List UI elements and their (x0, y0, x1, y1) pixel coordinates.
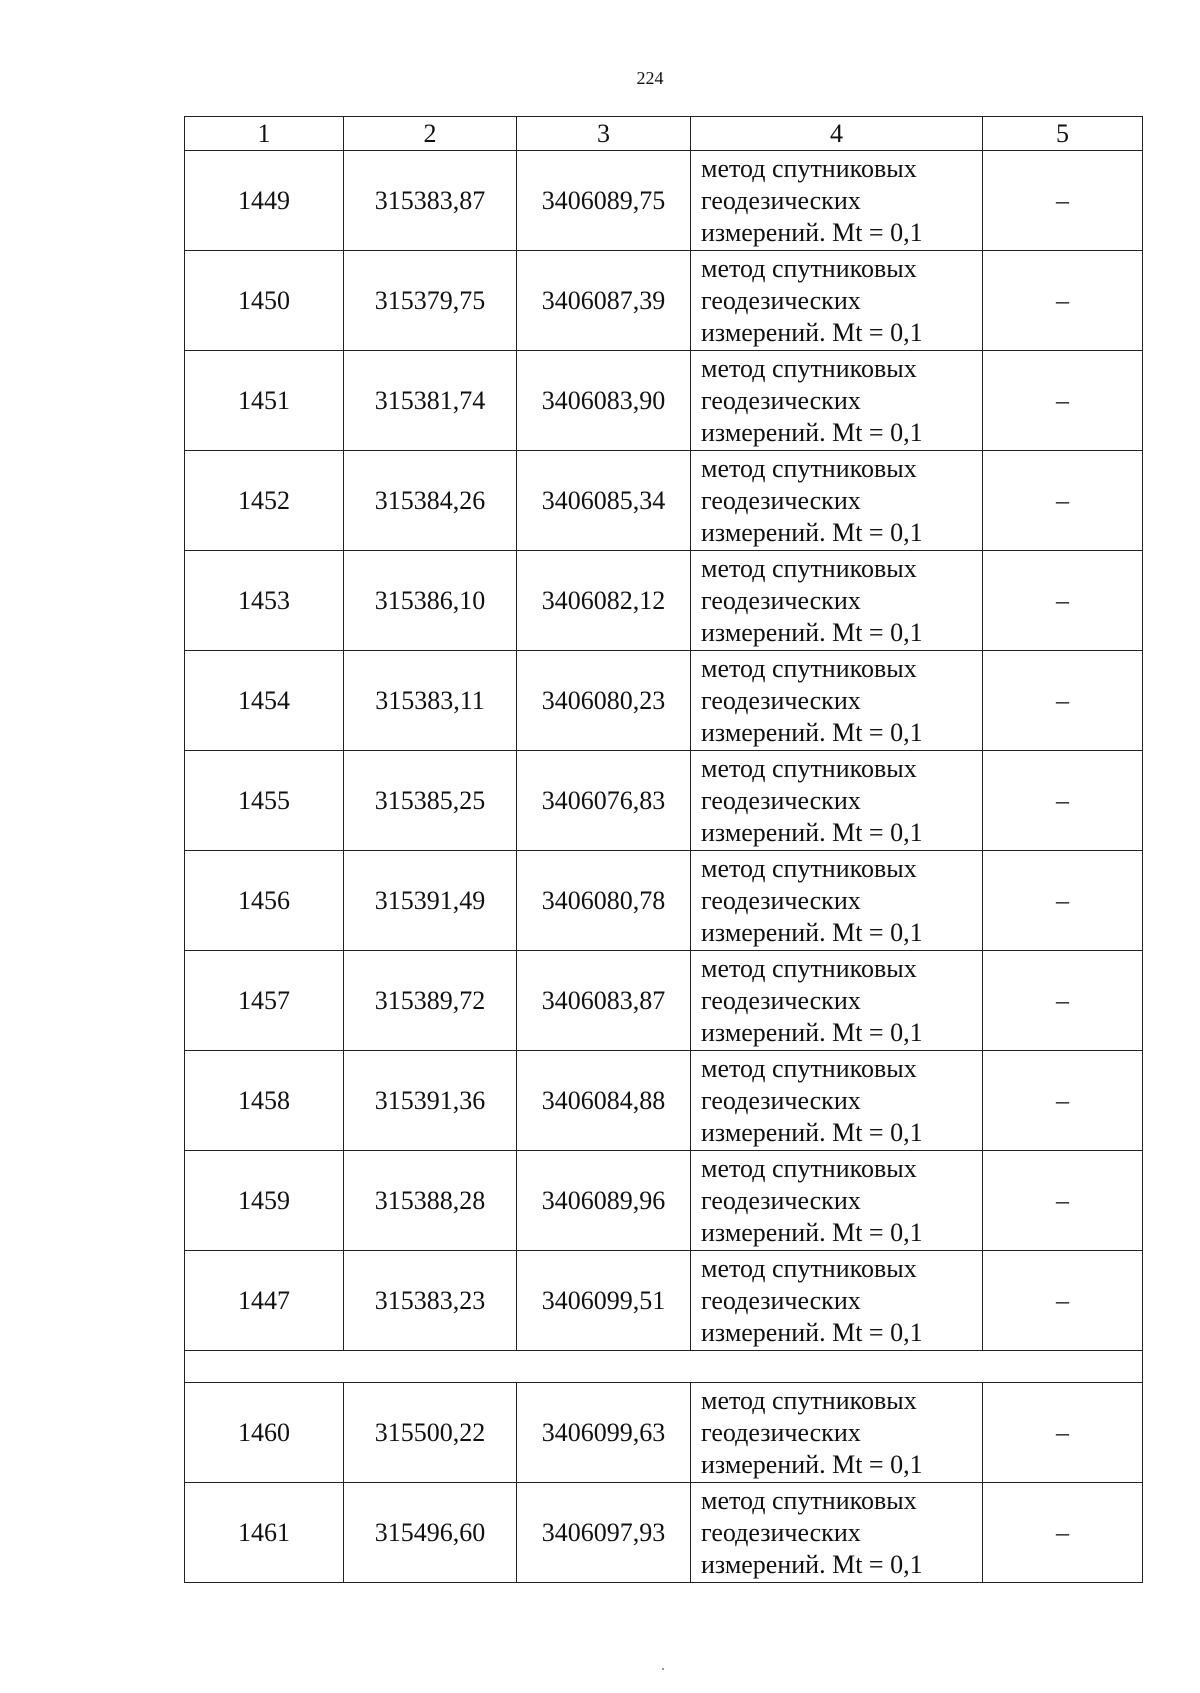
table-row (185, 551, 1143, 651)
table-row (185, 651, 1143, 751)
table-row (185, 351, 1143, 451)
note-cell: – (983, 1251, 1143, 1351)
x-coordinate-cell: 315500,22 (344, 1383, 517, 1483)
method-cell (691, 451, 983, 551)
method-line: метод спутниковых (701, 1253, 917, 1283)
y-coordinate-cell: 3406085,34 (517, 451, 691, 551)
method-line: геодезических (701, 485, 861, 515)
point-number-cell: 1459 (185, 1151, 344, 1251)
method-line: метод спутниковых (701, 1485, 917, 1515)
point-number-cell: 1460 (185, 1383, 344, 1483)
method-line: метод спутниковых (701, 153, 917, 183)
x-coordinate-cell: 315385,25 (344, 751, 517, 851)
point-number-cell: 1451 (185, 351, 344, 451)
x-coordinate-cell: 315379,75 (344, 251, 517, 351)
note-cell: – (983, 751, 1143, 851)
method-line: измерений. Mt = 0,1 (701, 1317, 923, 1347)
note-cell: – (983, 1151, 1143, 1251)
method-cell (691, 551, 983, 651)
method-line: измерений. Mt = 0,1 (701, 917, 923, 947)
table-row (185, 951, 1143, 1051)
column-header: 5 (983, 117, 1143, 151)
method-cell (691, 951, 983, 1051)
x-coordinate-cell: 315388,28 (344, 1151, 517, 1251)
x-coordinate-cell: 315383,11 (344, 651, 517, 751)
method-line: измерений. Mt = 0,1 (701, 1217, 923, 1247)
x-coordinate-cell: 315391,49 (344, 851, 517, 951)
x-coordinate-cell: 315389,72 (344, 951, 517, 1051)
note-cell: – (983, 651, 1143, 751)
note-cell: – (983, 1383, 1143, 1483)
point-number-cell: 1456 (185, 851, 344, 951)
method-cell (691, 851, 983, 951)
column-header: 1 (185, 117, 344, 151)
method-line: метод спутниковых (701, 253, 917, 283)
point-number-cell: 1447 (185, 1251, 344, 1351)
method-line: измерений. Mt = 0,1 (701, 1117, 923, 1147)
note-cell: – (983, 251, 1143, 351)
table-row (185, 1251, 1143, 1351)
method-line: геодезических (701, 1417, 861, 1447)
method-cell (691, 251, 983, 351)
header-row (185, 117, 1143, 151)
method-cell (691, 1051, 983, 1151)
method-line: измерений. Mt = 0,1 (701, 817, 923, 847)
method-line: измерений. Mt = 0,1 (701, 1449, 923, 1479)
scan-speck (662, 1668, 664, 1670)
point-number-cell: 1454 (185, 651, 344, 751)
method-line: метод спутниковых (701, 353, 917, 383)
table-row (185, 151, 1143, 251)
note-cell: – (983, 451, 1143, 551)
column-header: 3 (517, 117, 691, 151)
y-coordinate-cell: 3406099,63 (517, 1383, 691, 1483)
method-line: измерений. Mt = 0,1 (701, 417, 923, 447)
point-number-cell: 1457 (185, 951, 344, 1051)
method-line: измерений. Mt = 0,1 (701, 317, 923, 347)
y-coordinate-cell: 3406084,88 (517, 1051, 691, 1151)
method-cell (691, 151, 983, 251)
method-line: геодезических (701, 1517, 861, 1547)
method-line: геодезических (701, 285, 861, 315)
method-cell (691, 1383, 983, 1483)
y-coordinate-cell: 3406080,78 (517, 851, 691, 951)
note-cell: – (983, 951, 1143, 1051)
point-number-cell: 1449 (185, 151, 344, 251)
table-row (185, 851, 1143, 951)
note-cell: – (983, 551, 1143, 651)
method-line: геодезических (701, 585, 861, 615)
y-coordinate-cell: 3406099,51 (517, 1251, 691, 1351)
method-line: метод спутниковых (701, 1153, 917, 1183)
y-coordinate-cell: 3406080,23 (517, 651, 691, 751)
table-row (185, 251, 1143, 351)
method-cell (691, 1483, 983, 1583)
note-cell: – (983, 1483, 1143, 1583)
x-coordinate-cell: 315386,10 (344, 551, 517, 651)
x-coordinate-cell: 315391,36 (344, 1051, 517, 1151)
x-coordinate-cell: 315496,60 (344, 1483, 517, 1583)
method-line: метод спутниковых (701, 453, 917, 483)
coordinates-table (184, 116, 1143, 1583)
method-cell (691, 651, 983, 751)
table-row (185, 751, 1143, 851)
method-line: геодезических (701, 885, 861, 915)
point-number-cell: 1455 (185, 751, 344, 851)
method-line: геодезических (701, 1285, 861, 1315)
section-separator-row (185, 1351, 1143, 1383)
method-line: метод спутниковых (701, 853, 917, 883)
table-row (185, 1483, 1143, 1583)
x-coordinate-cell: 315381,74 (344, 351, 517, 451)
method-line: метод спутниковых (701, 653, 917, 683)
method-line: измерений. Mt = 0,1 (701, 1017, 923, 1047)
table-row (185, 1051, 1143, 1151)
method-line: измерений. Mt = 0,1 (701, 617, 923, 647)
y-coordinate-cell: 3406082,12 (517, 551, 691, 651)
table-row (185, 1383, 1143, 1483)
x-coordinate-cell: 315383,23 (344, 1251, 517, 1351)
method-cell (691, 351, 983, 451)
column-header: 4 (691, 117, 983, 151)
note-cell: – (983, 351, 1143, 451)
x-coordinate-cell: 315384,26 (344, 451, 517, 551)
method-cell (691, 1251, 983, 1351)
point-number-cell: 1458 (185, 1051, 344, 1151)
method-line: метод спутниковых (701, 1385, 917, 1415)
x-coordinate-cell: 315383,87 (344, 151, 517, 251)
y-coordinate-cell: 3406087,39 (517, 251, 691, 351)
note-cell: – (983, 851, 1143, 951)
method-line: измерений. Mt = 0,1 (701, 717, 923, 747)
table-row (185, 1151, 1143, 1251)
method-line: метод спутниковых (701, 753, 917, 783)
y-coordinate-cell: 3406089,75 (517, 151, 691, 251)
method-line: измерений. Mt = 0,1 (701, 217, 923, 247)
note-cell: – (983, 151, 1143, 251)
point-number-cell: 1452 (185, 451, 344, 551)
y-coordinate-cell: 3406083,90 (517, 351, 691, 451)
note-cell: – (983, 1051, 1143, 1151)
separator-cell (185, 1351, 1143, 1383)
y-coordinate-cell: 3406089,96 (517, 1151, 691, 1251)
method-line: геодезических (701, 785, 861, 815)
method-line: метод спутниковых (701, 553, 917, 583)
point-number-cell: 1461 (185, 1483, 344, 1583)
method-cell (691, 751, 983, 851)
point-number-cell: 1453 (185, 551, 344, 651)
y-coordinate-cell: 3406076,83 (517, 751, 691, 851)
method-line: метод спутниковых (701, 1053, 917, 1083)
column-header: 2 (344, 117, 517, 151)
method-line: геодезических (701, 1185, 861, 1215)
method-line: измерений. Mt = 0,1 (701, 517, 923, 547)
method-cell (691, 1151, 983, 1251)
method-line: геодезических (701, 385, 861, 415)
method-line: геодезических (701, 985, 861, 1015)
point-number-cell: 1450 (185, 251, 344, 351)
y-coordinate-cell: 3406083,87 (517, 951, 691, 1051)
method-line: измерений. Mt = 0,1 (701, 1549, 923, 1579)
method-line: геодезических (701, 685, 861, 715)
method-line: геодезических (701, 1085, 861, 1115)
table-row (185, 451, 1143, 551)
y-coordinate-cell: 3406097,93 (517, 1483, 691, 1583)
method-line: геодезических (701, 185, 861, 215)
page-number: 224 (636, 68, 664, 88)
method-line: метод спутниковых (701, 953, 917, 983)
